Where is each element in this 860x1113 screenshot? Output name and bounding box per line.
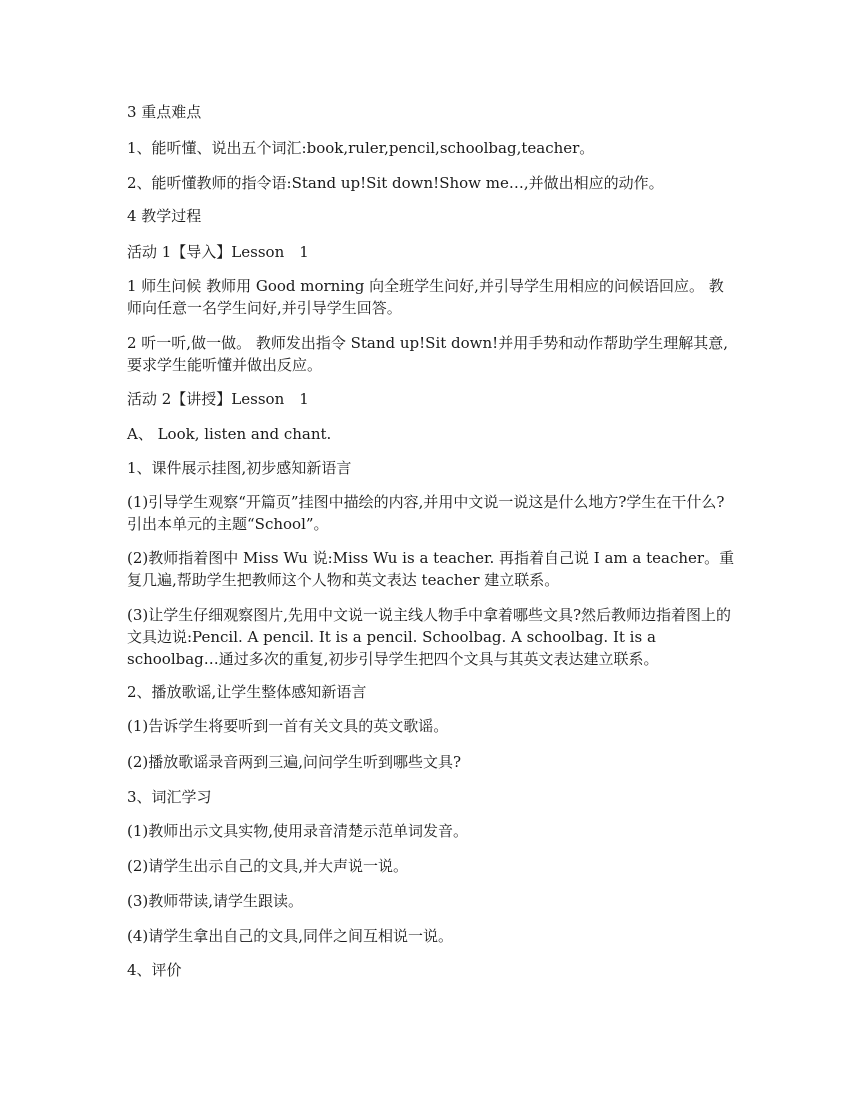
paragraph: (1)引导学生观察“开篇页”挂图中描绘的内容,并用中文说一说这是什么地方?学生在干什么?引出本单元的主题“School”。: [127, 493, 725, 533]
activity-heading: 活动 2【讲授】Lesson 1: [127, 390, 309, 408]
paragraph: (4)请学生拿出自己的文具,同伴之间互相说一说。: [127, 927, 454, 945]
paragraph: 1、课件展示挂图,初步感知新语言: [127, 459, 352, 477]
section-heading-key-points: 3 重点难点: [127, 103, 202, 121]
paragraph: 4、评价: [127, 961, 182, 979]
paragraph: (2)播放歌谣录音两到三遍,问问学生听到哪些文具?: [127, 753, 462, 771]
paragraph: 3、词汇学习: [127, 788, 212, 806]
paragraph: 1 师生问候 教师用 Good morning 向全班学生问好,并引导学生用相应的问候语回应。 教师向任意一名学生问好,并引导学生回答。: [127, 277, 724, 317]
paragraph: 2 听一听,做一做。 教师发出指令 Stand up!Sit down!并用手势和动作帮助学生理解其意,要求学生能听懂并做出反应。: [127, 334, 728, 374]
paragraph: (3)让学生仔细观察图片,先用中文说一说主线人物手中拿着哪些文具?然后教师边指着图上的文具边说:Pencil. A pencil. It is a pencil. Schoolbag. A schoolbag. It is a schoolbag…通过多次的重复,初步引导学生把四个文具与其英文表达建立联系。: [127, 606, 732, 668]
paragraph: (1)教师出示文具实物,使用录音清楚示范单词发音。: [127, 822, 469, 840]
activity-heading: 活动 1【导入】Lesson 1: [127, 243, 309, 261]
section-heading-teaching-process: 4 教学过程: [127, 207, 202, 225]
paragraph: (2)教师指着图中 Miss Wu 说:Miss Wu is a teacher. 再指着自己说 I am a teacher。重复几遍,帮助学生把教师这个人物和英文表达 teacher 建立联系。: [127, 549, 735, 589]
paragraph: (3)教师带读,请学生跟读。: [127, 892, 304, 910]
paragraph: 2、能听懂教师的指令语:Stand up!Sit down!Show me…,并做出相应的动作。: [127, 174, 664, 192]
paragraph: (2)请学生出示自己的文具,并大声说一说。: [127, 857, 409, 875]
paragraph: 2、播放歌谣,让学生整体感知新语言: [127, 683, 367, 701]
subsection-heading: A、 Look, listen and chant.: [127, 425, 332, 443]
paragraph: (1)告诉学生将要听到一首有关文具的英文歌谣。: [127, 717, 449, 735]
paragraph: 1、能听懂、说出五个词汇:book,ruler,pencil,schoolbag,teacher。: [127, 139, 595, 157]
